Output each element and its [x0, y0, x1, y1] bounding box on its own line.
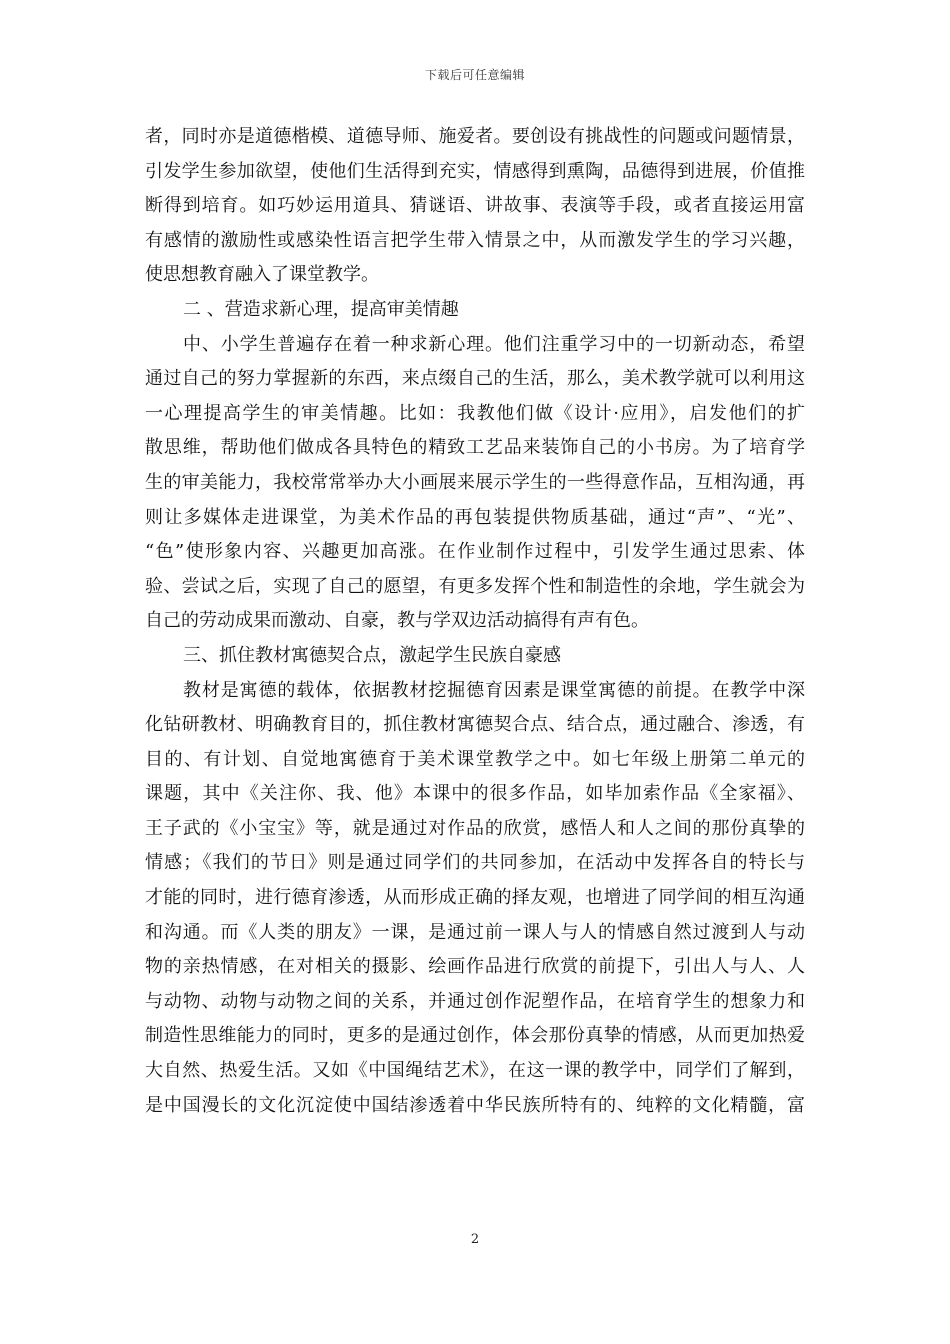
paragraph-line: 自己的劳动成果而激动、自豪，教与学双边活动搞得有声有色。	[145, 610, 649, 632]
paragraph-line: 验、尝试之后，实现了自己的愿望，有更多发挥个性和制造性的余地，学生就会为	[145, 575, 805, 597]
paragraph-line: 中、小学生普遍存在着一种求新心理。他们注重学习中的一切新动态，希望	[183, 333, 805, 355]
paragraph-line: 有感情的激励性或感染性语言把学生带入情景之中，从而激发学生的学习兴趣，	[145, 229, 805, 251]
paragraph-line: 课题，其中《关注你、我、他》本课中的很多作品，如毕加索作品《全家福》、	[145, 783, 805, 805]
section-heading: 二 、营造求新心理，提高审美情趣	[183, 298, 459, 320]
paragraph-line: 教材是寓德的载体，依据教材挖掘德育因素是课堂寓德的前提。在教学中深	[183, 679, 805, 701]
paragraph-line: 目的、有计划、自觉地寓德育于美术课堂教学之中。如七年级上册第二单元的	[145, 748, 805, 770]
paragraph-line: 散思维，帮助他们做成各具特色的精致工艺品来装饰自己的小书房。为了培育学	[145, 437, 805, 459]
paragraph-line: 断得到培育。如巧妙运用道具、猜谜语、讲故事、表演等手段，或者直接运用富	[145, 195, 805, 217]
paragraph-line: 一心理提高学生的审美情趣。比如：我教他们做《设计·应用》，启发他们的扩	[145, 402, 805, 424]
paragraph-line: 物的亲热情感，在对相关的摄影、绘画作品进行欣赏的前提下，引出人与人、人	[145, 956, 805, 978]
paragraph-line: 化钻研教材、明确教育目的，抓住教材寓德契合点、结合点，通过融合、渗透，有	[145, 714, 805, 736]
paragraph-line: 王子武的《小宝宝》等，就是通过对作品的欣赏，感悟人和人之间的那份真挚的	[145, 817, 805, 839]
paragraph-line: 和沟通。而《人类的朋友》一课，是通过前一课人与人的情感自然过渡到人与动	[145, 921, 805, 943]
paragraph-line: 通过自己的努力掌握新的东西，来点缀自己的生活，那么，美术教学就可以利用这	[145, 368, 805, 390]
paragraph-line: 使思想教育融入了课堂教学。	[145, 264, 379, 286]
paragraph-line: 制造性思维能力的同时，更多的是通过创作，体会那份真挚的情感，从而更加热爱	[145, 1025, 805, 1047]
document-body	[145, 120, 805, 1123]
page-header: 下载后可任意编辑	[424, 68, 525, 82]
paragraph-line: “色”使形象内容、兴趣更加高涨。在作业制作过程中，引发学生通过思索、体	[145, 541, 805, 563]
paragraph-line: 与动物、动物与动物之间的关系，并通过创作泥塑作品，在培育学生的想象力和	[145, 990, 805, 1012]
paragraph-line: 生的审美能力，我校常常举办大小画展来展示学生的一些得意作品，互相沟通，再	[145, 471, 805, 493]
paragraph-line: 引发学生参加欲望，使他们生活得到充实，情感得到熏陶，品德得到进展，价值推	[145, 160, 805, 182]
paragraph-line: 情感；《我们的节日》则是通过同学们的共同参加，在活动中发挥各自的特长与	[145, 852, 805, 874]
page-number: 2	[470, 1232, 480, 1247]
paragraph-line: 大自然、热爱生活。又如《中国绳结艺术》，在这一课的教学中，同学们了解到，	[145, 1060, 805, 1082]
paragraph-line: 者，同时亦是道德楷模、道德导师、施爱者。要创设有挑战性的问题或问题情景，	[145, 126, 805, 147]
paragraph-line: 则让多媒体走进课堂，为美术作品的再包装提供物质基础，通过“声”、“光”、	[145, 506, 805, 528]
paragraph-line: 是中国漫长的文化沉淀使中国结渗透着中华民族所特有的、纯粹的文化精髓，富	[145, 1094, 805, 1116]
paragraph-line: 才能的同时，进行德育渗透，从而形成正确的择友观，也增进了同学间的相互沟通	[145, 887, 805, 909]
section-heading: 三、抓住教材寓德契合点，激起学生民族自豪感	[183, 644, 561, 666]
